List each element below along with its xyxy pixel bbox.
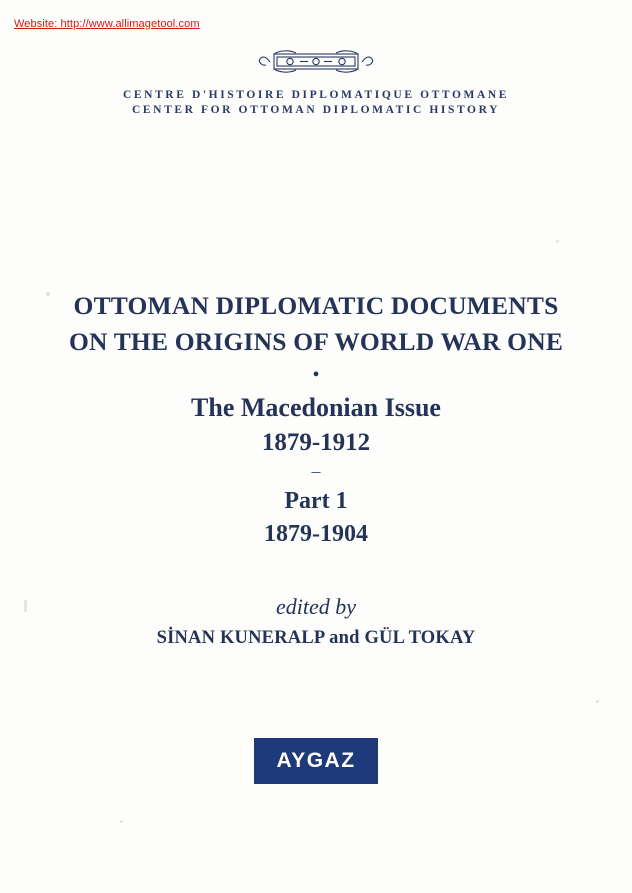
editor-names: SİNAN KUNERALP and GÜL TOKAY — [156, 628, 476, 648]
editors-block — [0, 592, 632, 652]
ornamental-scroll-icon — [256, 46, 376, 83]
scan-speckle — [556, 240, 559, 243]
sponsor-logo-text: AYGAZ — [276, 749, 356, 772]
scan-speckle — [24, 600, 27, 612]
publisher-name — [0, 88, 632, 118]
sponsor-block — [0, 738, 632, 789]
title-separator-dot: • — [312, 364, 320, 386]
subtitle: The Macedonian Issue — [191, 393, 441, 422]
part-label: Part 1 — [284, 488, 348, 514]
scan-speckle — [120, 820, 123, 823]
subtitle-years: 1879-1912 — [261, 429, 371, 456]
publisher-name-french: CENTRE D'HISTOIRE DIPLOMATIQUE OTTOMANE — [122, 89, 510, 101]
publisher-name-english: CENTER FOR OTTOMAN DIPLOMATIC HISTORY — [132, 104, 500, 116]
scan-speckle — [596, 700, 599, 703]
edited-by-label: edited by — [275, 594, 357, 619]
title-separator-dash: – — [311, 461, 321, 481]
title-block — [0, 288, 632, 550]
watermark-url: Website: http://www.allimagetool.com — [14, 18, 200, 30]
main-title-line-2: ON THE ORIGINS OF WORLD WAR ONE — [68, 327, 564, 356]
scan-speckle — [46, 292, 50, 296]
main-title-line-1: OTTOMAN DIPLOMATIC DOCUMENTS — [73, 291, 559, 320]
publisher-emblem — [0, 46, 632, 83]
part-years: 1879-1904 — [264, 521, 368, 547]
sponsor-logo — [254, 738, 378, 784]
